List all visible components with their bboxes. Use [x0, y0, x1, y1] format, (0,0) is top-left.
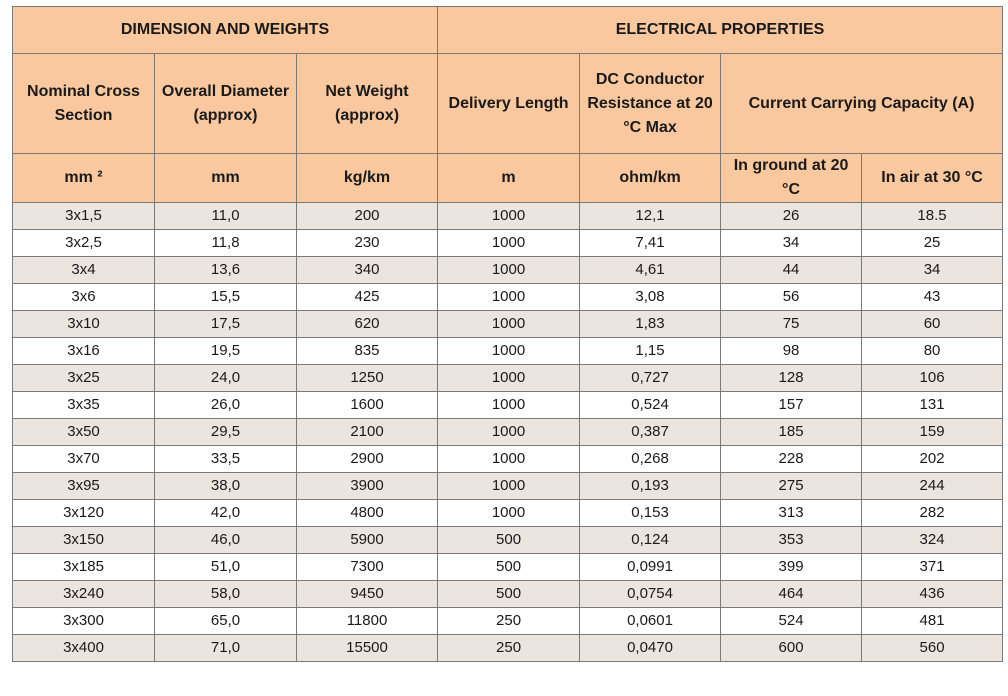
group-dimension-header: DIMENSION AND WEIGHTS [13, 7, 438, 54]
table-row [13, 338, 1003, 365]
ground-capacity-cell: 464 [721, 581, 862, 608]
ground-capacity-cell: 56 [721, 284, 862, 311]
unit-diameter: mm [155, 154, 297, 203]
diameter-cell: 11,8 [155, 230, 297, 257]
ground-capacity-cell: 353 [721, 527, 862, 554]
length-cell: 1000 [438, 230, 580, 257]
ground-capacity-cell: 26 [721, 203, 862, 230]
table-row [13, 527, 1003, 554]
cross-section-cell: 3x95 [13, 473, 155, 500]
weight-cell: 4800 [297, 500, 438, 527]
unit-weight: kg/km [297, 154, 438, 203]
table-row [13, 419, 1003, 446]
cross-section-cell: 3x25 [13, 365, 155, 392]
ground-capacity-cell: 313 [721, 500, 862, 527]
weight-cell: 2900 [297, 446, 438, 473]
length-cell: 500 [438, 554, 580, 581]
cross-section-cell: 3x50 [13, 419, 155, 446]
ground-capacity-cell: 98 [721, 338, 862, 365]
table-row [13, 473, 1003, 500]
diameter-cell: 46,0 [155, 527, 297, 554]
col-current-header: Current Carrying Capacity (A) [721, 54, 1003, 154]
ground-capacity-cell: 600 [721, 635, 862, 662]
length-cell: 1000 [438, 446, 580, 473]
diameter-cell: 65,0 [155, 608, 297, 635]
resistance-cell: 1,83 [580, 311, 721, 338]
table-row [13, 311, 1003, 338]
weight-cell: 425 [297, 284, 438, 311]
cross-section-cell: 3x10 [13, 311, 155, 338]
air-capacity-cell: 80 [862, 338, 1003, 365]
table-row [13, 284, 1003, 311]
table-row [13, 257, 1003, 284]
length-cell: 1000 [438, 365, 580, 392]
table-row [13, 392, 1003, 419]
diameter-cell: 19,5 [155, 338, 297, 365]
length-cell: 1000 [438, 419, 580, 446]
col-diameter-header: Overall Diameter (approx) [155, 54, 297, 154]
col-resistance-header: DC Conductor Resistance at 20 °C Max [580, 54, 721, 154]
cross-section-cell: 3x6 [13, 284, 155, 311]
unit-nominal: mm ² [13, 154, 155, 203]
air-capacity-cell: 159 [862, 419, 1003, 446]
ground-capacity-cell: 185 [721, 419, 862, 446]
air-capacity-cell: 43 [862, 284, 1003, 311]
diameter-cell: 13,6 [155, 257, 297, 284]
table-row [13, 500, 1003, 527]
ground-capacity-cell: 157 [721, 392, 862, 419]
weight-cell: 3900 [297, 473, 438, 500]
air-capacity-cell: 560 [862, 635, 1003, 662]
air-capacity-cell: 244 [862, 473, 1003, 500]
weight-cell: 15500 [297, 635, 438, 662]
length-cell: 1000 [438, 500, 580, 527]
air-capacity-cell: 25 [862, 230, 1003, 257]
table-row [13, 203, 1003, 230]
weight-cell: 11800 [297, 608, 438, 635]
length-cell: 250 [438, 608, 580, 635]
weight-cell: 9450 [297, 581, 438, 608]
table-row [13, 635, 1003, 662]
ground-capacity-cell: 524 [721, 608, 862, 635]
air-capacity-cell: 202 [862, 446, 1003, 473]
resistance-cell: 1,15 [580, 338, 721, 365]
ground-capacity-cell: 44 [721, 257, 862, 284]
length-cell: 250 [438, 635, 580, 662]
unit-resistance: ohm/km [580, 154, 721, 203]
resistance-cell: 0,153 [580, 500, 721, 527]
cross-section-cell: 3x4 [13, 257, 155, 284]
diameter-cell: 11,0 [155, 203, 297, 230]
air-capacity-cell: 60 [862, 311, 1003, 338]
resistance-cell: 0,193 [580, 473, 721, 500]
resistance-cell: 0,0470 [580, 635, 721, 662]
diameter-cell: 58,0 [155, 581, 297, 608]
length-cell: 1000 [438, 257, 580, 284]
air-capacity-cell: 481 [862, 608, 1003, 635]
weight-cell: 2100 [297, 419, 438, 446]
resistance-cell: 0,387 [580, 419, 721, 446]
cross-section-cell: 3x1,5 [13, 203, 155, 230]
diameter-cell: 38,0 [155, 473, 297, 500]
diameter-cell: 15,5 [155, 284, 297, 311]
diameter-cell: 33,5 [155, 446, 297, 473]
resistance-cell: 4,61 [580, 257, 721, 284]
air-capacity-cell: 324 [862, 527, 1003, 554]
weight-cell: 200 [297, 203, 438, 230]
weight-cell: 620 [297, 311, 438, 338]
table-row [13, 230, 1003, 257]
resistance-cell: 7,41 [580, 230, 721, 257]
length-cell: 1000 [438, 338, 580, 365]
resistance-cell: 0,124 [580, 527, 721, 554]
table-header [13, 7, 1003, 203]
ground-capacity-cell: 275 [721, 473, 862, 500]
table-row [13, 446, 1003, 473]
weight-cell: 5900 [297, 527, 438, 554]
table-body [13, 203, 1003, 662]
resistance-cell: 0,0754 [580, 581, 721, 608]
ground-capacity-cell: 75 [721, 311, 862, 338]
col-air-header: In air at 30 °C [862, 154, 1003, 203]
diameter-cell: 24,0 [155, 365, 297, 392]
cross-section-cell: 3x2,5 [13, 230, 155, 257]
table-row [13, 608, 1003, 635]
resistance-cell: 0,0991 [580, 554, 721, 581]
air-capacity-cell: 18.5 [862, 203, 1003, 230]
length-cell: 1000 [438, 311, 580, 338]
air-capacity-cell: 34 [862, 257, 1003, 284]
cross-section-cell: 3x185 [13, 554, 155, 581]
diameter-cell: 26,0 [155, 392, 297, 419]
cross-section-cell: 3x400 [13, 635, 155, 662]
group-electrical-header: ELECTRICAL PROPERTIES [438, 7, 1003, 54]
ground-capacity-cell: 399 [721, 554, 862, 581]
ground-capacity-cell: 34 [721, 230, 862, 257]
air-capacity-cell: 282 [862, 500, 1003, 527]
cross-section-cell: 3x35 [13, 392, 155, 419]
cross-section-cell: 3x70 [13, 446, 155, 473]
weight-cell: 340 [297, 257, 438, 284]
weight-cell: 230 [297, 230, 438, 257]
table-row [13, 581, 1003, 608]
air-capacity-cell: 436 [862, 581, 1003, 608]
resistance-cell: 0,0601 [580, 608, 721, 635]
cross-section-cell: 3x150 [13, 527, 155, 554]
col-length-header: Delivery Length [438, 54, 580, 154]
length-cell: 500 [438, 527, 580, 554]
weight-cell: 1250 [297, 365, 438, 392]
diameter-cell: 29,5 [155, 419, 297, 446]
resistance-cell: 0,268 [580, 446, 721, 473]
ground-capacity-cell: 228 [721, 446, 862, 473]
length-cell: 500 [438, 581, 580, 608]
col-weight-header: Net Weight (approx) [297, 54, 438, 154]
diameter-cell: 71,0 [155, 635, 297, 662]
resistance-cell: 0,727 [580, 365, 721, 392]
length-cell: 1000 [438, 392, 580, 419]
diameter-cell: 51,0 [155, 554, 297, 581]
air-capacity-cell: 371 [862, 554, 1003, 581]
weight-cell: 835 [297, 338, 438, 365]
ground-capacity-cell: 128 [721, 365, 862, 392]
cable-spec-table [12, 6, 1003, 662]
col-ground-header: In ground at 20 °C [721, 154, 862, 203]
unit-length: m [438, 154, 580, 203]
resistance-cell: 3,08 [580, 284, 721, 311]
cross-section-cell: 3x300 [13, 608, 155, 635]
air-capacity-cell: 131 [862, 392, 1003, 419]
length-cell: 1000 [438, 473, 580, 500]
cross-section-cell: 3x240 [13, 581, 155, 608]
table-row [13, 365, 1003, 392]
weight-cell: 7300 [297, 554, 438, 581]
weight-cell: 1600 [297, 392, 438, 419]
diameter-cell: 42,0 [155, 500, 297, 527]
resistance-cell: 12,1 [580, 203, 721, 230]
air-capacity-cell: 106 [862, 365, 1003, 392]
length-cell: 1000 [438, 203, 580, 230]
cross-section-cell: 3x120 [13, 500, 155, 527]
resistance-cell: 0,524 [580, 392, 721, 419]
table-row [13, 554, 1003, 581]
col-nominal-header: Nominal Cross Section [13, 54, 155, 154]
diameter-cell: 17,5 [155, 311, 297, 338]
cross-section-cell: 3x16 [13, 338, 155, 365]
length-cell: 1000 [438, 284, 580, 311]
